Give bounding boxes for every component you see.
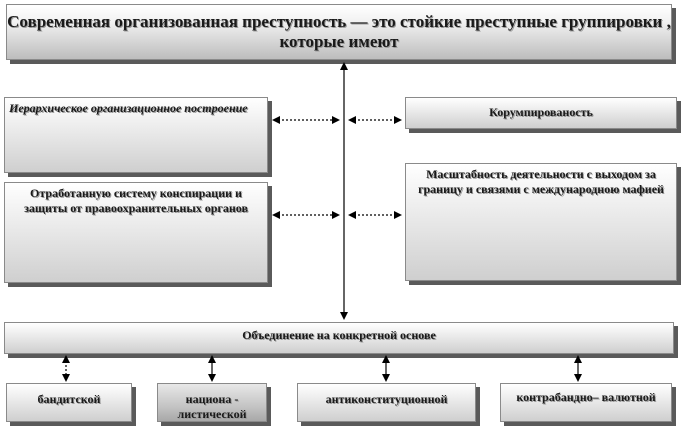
type-bandit: бандитской xyxy=(6,383,132,422)
box-corruption: Корумпированость xyxy=(405,97,677,129)
type-nationalist: национа - листической xyxy=(157,383,267,422)
box-conspiracy-system: Отработанную систему конспирации и защиты от правоохранительных органов xyxy=(4,182,268,283)
box-basis: Объединение на конкретной основе xyxy=(4,322,674,354)
diagram-title: Современная организованная преступность — это стойкие преступные группировки , которые имеют xyxy=(6,4,672,60)
type-contraband-currency: контрабандно– валютной xyxy=(500,383,672,422)
box-international-scale: Масштабность деятельности с выходом за границу и связями с международною мафией xyxy=(405,163,677,281)
type-anticonstitutional: антиконституционной xyxy=(297,383,476,422)
box-hierarchical-structure: Иерархическое организационное построение xyxy=(4,97,268,173)
